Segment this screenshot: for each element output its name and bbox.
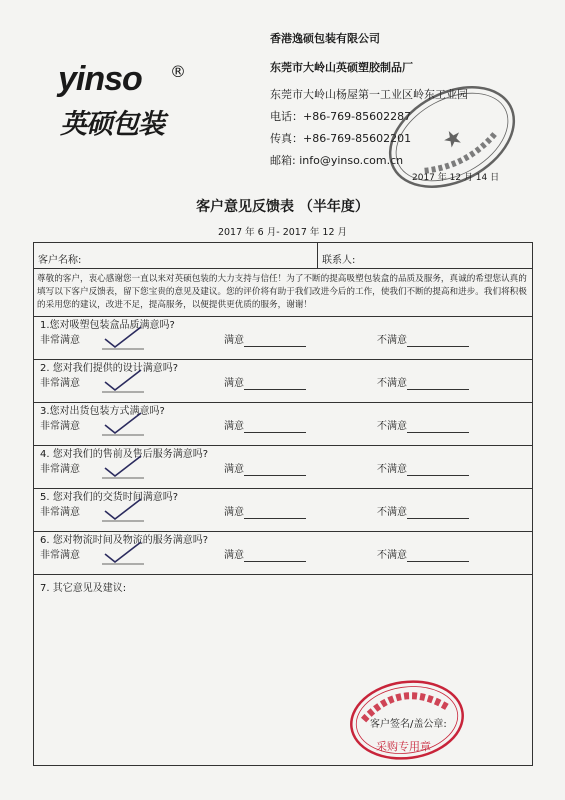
logo-chinese: 英硕包装 bbox=[60, 109, 164, 140]
option-satisfied[interactable]: 满意 bbox=[224, 420, 306, 433]
company-name-hk: 香港逸硕包装有限公司 bbox=[270, 32, 380, 45]
option-very-satisfied[interactable]: 非常满意 bbox=[40, 378, 80, 389]
option-very-satisfied[interactable]: 非常满意 bbox=[40, 507, 80, 518]
question-2-text: 2. 您对我们提供的设计满意吗? bbox=[40, 363, 179, 374]
company-name-dongguan: 东莞市大岭山英硕塑胶制品厂 bbox=[270, 61, 413, 74]
option-satisfied[interactable]: 满意 bbox=[224, 463, 306, 476]
question-row-2 bbox=[34, 360, 533, 403]
option-satisfied[interactable]: 满意 bbox=[224, 377, 306, 390]
option-unsatisfied[interactable]: 不满意 bbox=[377, 549, 469, 562]
question-3-text: 3.您对出货包装方式满意吗? bbox=[40, 406, 165, 417]
question-6-text: 6. 您对物流时间及物流的服务满意吗? bbox=[40, 535, 209, 546]
stamp-date: 2017 年 12 月 14 日 bbox=[412, 173, 500, 183]
option-very-satisfied[interactable]: 非常满意 bbox=[40, 335, 80, 346]
question-1-text: 1.您对吸塑包装盒品质满意吗? bbox=[40, 320, 175, 331]
signature-label: 客户签名/盖公章: bbox=[370, 719, 447, 730]
checkmark-icon bbox=[102, 368, 144, 394]
option-satisfied[interactable]: 满意 bbox=[224, 506, 306, 519]
svg-text:★: ★ bbox=[438, 123, 468, 155]
customer-name-cell[interactable] bbox=[34, 243, 318, 269]
question-4-text: 4. 您对我们的售前及售后服务满意吗? bbox=[40, 449, 209, 460]
question-5-text: 5. 您对我们的交货时间满意吗? bbox=[40, 492, 179, 503]
question-row-6 bbox=[34, 532, 533, 575]
company-address: 东莞市大岭山杨屋第一工业区岭东工业园 bbox=[270, 88, 468, 101]
company-tel: 电话：+86-769-85602287 bbox=[270, 110, 412, 123]
checkmark-icon bbox=[102, 411, 144, 437]
option-very-satisfied[interactable]: 非常满意 bbox=[40, 550, 80, 561]
customer-name-label: 客户名称: bbox=[38, 255, 82, 266]
other-comments-label: 7. 其它意见及建议: bbox=[40, 583, 127, 594]
checkmark-icon bbox=[102, 325, 144, 351]
question-row-4 bbox=[34, 446, 533, 489]
company-fax: 传真：+86-769-85602201 bbox=[270, 132, 412, 145]
option-unsatisfied[interactable]: 不满意 bbox=[377, 334, 469, 347]
option-satisfied[interactable]: 满意 bbox=[224, 549, 306, 562]
contact-label: 联系人: bbox=[322, 255, 356, 266]
logo-wordmark: yinso bbox=[58, 60, 142, 98]
intro-paragraph: 尊敬的客户，衷心感谢您一直以来对英硕包装的大力支持与信任！为了不断的提高吸塑包装盒的品质及服务，真诚的希望您认真的填写以下客户反馈表，留下您宝贵的意见及建议。您的评价将有助于我们改进今后的工作，使我们不断的提高和进步。我们将积极的采用您的建议，改进不足，提高服务，以便提供更优质的服务，谢谢！ bbox=[34, 269, 533, 317]
question-row-3 bbox=[34, 403, 533, 446]
checkmark-icon bbox=[102, 497, 144, 523]
question-row-5 bbox=[34, 489, 533, 532]
contact-cell[interactable] bbox=[318, 243, 533, 269]
company-email: 邮箱: info@yinso.com.cn bbox=[270, 154, 404, 167]
form-period: 2017 年 6 月- 2017 年 12 月 bbox=[217, 227, 348, 238]
logo-registered-mark: ® bbox=[170, 62, 186, 81]
question-row-1 bbox=[34, 317, 533, 360]
option-satisfied[interactable]: 满意 bbox=[224, 334, 306, 347]
checkmark-icon bbox=[102, 540, 144, 566]
option-very-satisfied[interactable]: 非常满意 bbox=[40, 421, 80, 432]
checkmark-icon bbox=[102, 454, 144, 480]
option-unsatisfied[interactable]: 不满意 bbox=[377, 377, 469, 390]
option-very-satisfied[interactable]: 非常满意 bbox=[40, 464, 80, 475]
form-title: 客户意见反馈表 （半年度） bbox=[196, 199, 369, 215]
option-unsatisfied[interactable]: 不满意 bbox=[377, 506, 469, 519]
purchasing-seal-center-text: 采购专用章 bbox=[376, 740, 431, 753]
option-unsatisfied[interactable]: 不满意 bbox=[377, 420, 469, 433]
option-unsatisfied[interactable]: 不满意 bbox=[377, 463, 469, 476]
